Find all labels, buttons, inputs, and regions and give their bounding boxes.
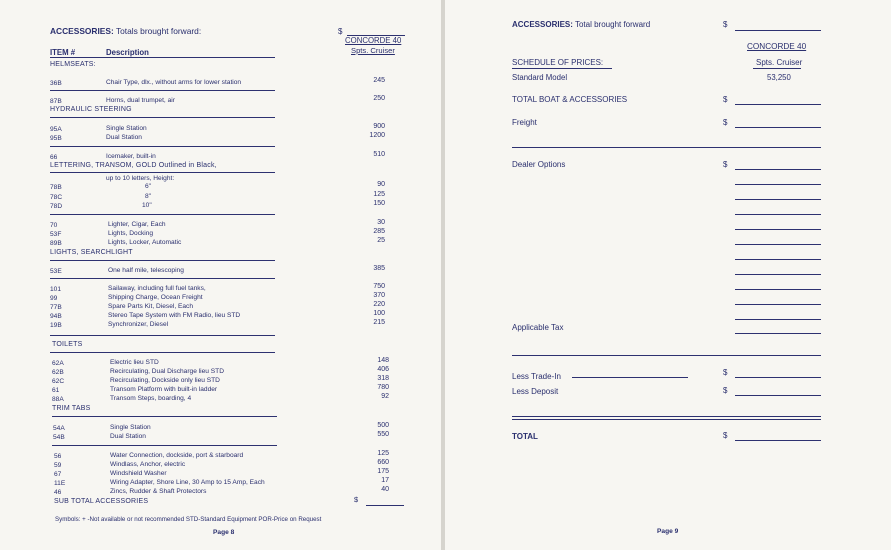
item-code: 46: [54, 489, 62, 496]
section-toilets: TOILETS: [52, 341, 83, 348]
model-type: Spts. Cruiser: [351, 46, 395, 55]
item-description: Recirculating, Dual Discharge lieu STD: [110, 368, 224, 375]
item-price: 660: [377, 459, 389, 466]
item-code: 87B: [50, 98, 62, 105]
item-description: Windshield Washer: [110, 470, 167, 477]
item-code: 59: [54, 462, 62, 469]
item-code: 95B: [50, 135, 62, 142]
dealer-option-line: [735, 244, 821, 245]
dealer-option-line: [735, 274, 821, 275]
item-code: 78D: [50, 203, 63, 210]
item-price: 220: [373, 301, 385, 308]
page-number-left: Page 8: [213, 529, 235, 536]
item-description: Transom Steps, boarding, 4: [110, 395, 192, 402]
item-price: 370: [373, 292, 385, 299]
page-number-right: Page 9: [657, 528, 679, 535]
item-price: 215: [373, 319, 385, 326]
left-page: [0, 0, 441, 550]
item-description: Horns, dual trumpet, air: [106, 97, 175, 104]
model-type-right: Spts. Cruiser: [756, 58, 803, 67]
lettering-subheading: up to 10 letters, Height:: [106, 175, 175, 182]
item-code: 54B: [53, 434, 65, 441]
trade-in-dollar-sign: $: [723, 368, 728, 377]
item-price: 245: [373, 77, 385, 84]
total-double-rule-bottom: [512, 419, 821, 420]
item-price: 318: [377, 375, 389, 382]
item-price: 510: [373, 151, 385, 158]
item-price: 750: [373, 283, 385, 290]
forward-amount-line-right: [735, 30, 821, 31]
dealer-options-label: Dealer Options: [512, 160, 566, 169]
section-lights-searchlight: LIGHTS, SEARCHLIGHT: [50, 249, 133, 256]
section-divider: [512, 147, 821, 148]
total-label: TOTAL: [512, 432, 538, 441]
dealer-option-line: [735, 289, 821, 290]
item-code: 53F: [50, 231, 62, 238]
item-description: Zincs, Rudder & Shaft Protectors: [110, 488, 207, 495]
deposit-dollar-sign: $: [723, 386, 728, 395]
item-price: 92: [381, 393, 389, 400]
item-code: 101: [50, 286, 62, 293]
freight-label: Freight: [512, 118, 537, 127]
item-code: 11E: [54, 480, 66, 487]
section-trim-tabs: TRIM TABS: [52, 405, 91, 412]
tax-amount-line: [735, 333, 821, 334]
model-name: CONCORDE 40: [345, 36, 402, 45]
item-code: 54A: [53, 425, 65, 432]
header-underline: [50, 57, 275, 58]
column-item-header: ITEM #: [50, 48, 76, 57]
total-boat-dollar-sign: $: [723, 95, 728, 104]
schedule-of-prices-label: SCHEDULE OF PRICES:: [512, 58, 604, 67]
standard-model-label: Standard Model: [512, 73, 568, 82]
item-price: 175: [377, 468, 389, 475]
item-description: Dual Station: [106, 134, 142, 141]
totals-brought-forward-label: Totals brought forward:: [115, 26, 202, 36]
total-double-rule-top: [512, 416, 821, 417]
item-description: Lights, Locker, Automatic: [108, 239, 182, 246]
item-price: 900: [373, 123, 385, 130]
section-hydraulic-steering: HYDRAULIC STEERING: [50, 106, 132, 113]
item-description: Stereo Tape System with FM Radio, lieu STD: [108, 312, 241, 319]
item-price: 125: [377, 450, 389, 457]
item-description: Windlass, Anchor, electric: [110, 461, 186, 468]
item-description: Sailaway, including full fuel tanks,: [108, 285, 206, 292]
subtotal-dollar-sign: $: [354, 495, 359, 504]
dealer-option-line: [735, 199, 821, 200]
item-price: 385: [373, 265, 385, 272]
freight-amount-line: [735, 127, 821, 128]
item-description: Shipping Charge, Ocean Freight: [108, 294, 203, 301]
item-price: 780: [377, 384, 389, 391]
item-code: 61: [52, 387, 60, 394]
row-divider: [50, 335, 275, 336]
dealer-option-line: [735, 169, 821, 170]
item-code: 66: [50, 154, 58, 161]
item-code: 95A: [50, 126, 62, 133]
item-description: Transom Platform with built-in ladder: [110, 386, 218, 393]
item-price: 500: [377, 422, 389, 429]
forward-dollar-sign-right: $: [723, 20, 728, 29]
row-divider: [52, 416, 277, 417]
item-code: 77B: [50, 304, 62, 311]
row-divider: [50, 117, 275, 118]
total-amount-line: [735, 440, 821, 441]
less-trade-in-label: Less Trade-In: [512, 372, 561, 381]
item-code: 70: [50, 222, 58, 229]
less-deposit-label: Less Deposit: [512, 387, 559, 396]
accessories-label: ACCESSORIES:: [50, 26, 114, 36]
item-price: 40: [381, 486, 389, 493]
item-description: Dual Station: [110, 433, 146, 440]
item-description: Electric lieu STD: [110, 359, 159, 366]
item-code: 56: [54, 453, 62, 460]
dealer-option-line: [735, 214, 821, 215]
item-description: Spare Parts Kit, Diesel, Each: [108, 303, 194, 310]
item-price: 30: [377, 219, 385, 226]
item-code: 62B: [52, 369, 64, 376]
deposit-amount-line: [735, 395, 821, 396]
item-description: Single Station: [110, 424, 151, 431]
item-description: Synchronizer, Diesel: [108, 321, 169, 328]
row-divider: [50, 90, 275, 91]
section-helmseats: HELMSEATS:: [50, 61, 96, 68]
symbols-legend: Symbols: + -Not available or not recommended STD-Standard Equipment POR-Price on Request: [55, 516, 322, 523]
item-code: 67: [54, 471, 62, 478]
dealer-option-line: [735, 304, 821, 305]
dealer-option-line: [735, 319, 821, 320]
dealer-option-line: [735, 229, 821, 230]
item-description: Icemaker, built-in: [106, 153, 156, 160]
accessories-label-right: ACCESSORIES:: [512, 20, 573, 29]
dealer-option-line: [735, 184, 821, 185]
item-description: One half mile, telescoping: [108, 267, 184, 274]
row-divider: [52, 445, 277, 446]
item-description: 10": [142, 202, 152, 209]
total-dollar-sign: $: [723, 431, 728, 440]
model-type-underline: [753, 68, 801, 69]
item-description: Lights, Docking: [108, 230, 154, 237]
item-description: Lighter, Cigar, Each: [108, 221, 166, 228]
schedule-underline: [512, 68, 612, 69]
right-page: [445, 0, 891, 550]
trade-in-description-line: [572, 377, 688, 378]
item-price: 148: [377, 357, 389, 364]
total-brought-forward-label: Total brought forward: [574, 20, 651, 29]
item-code: 94B: [50, 313, 62, 320]
item-price: 100: [373, 310, 385, 317]
standard-model-price: 53,250: [767, 73, 791, 82]
item-description: Water Connection, dockside, port & starboard: [110, 452, 244, 459]
row-divider: [50, 172, 275, 173]
item-code: 78C: [50, 194, 63, 201]
section-lettering: LETTERING, TRANSOM, GOLD Outlined in Black,: [50, 162, 217, 169]
forward-dollar-sign: $: [338, 27, 343, 36]
model-name-right: CONCORDE 40: [747, 42, 807, 51]
item-code: 88A: [52, 396, 64, 403]
item-description: 8": [145, 193, 152, 200]
item-description: 6": [145, 183, 152, 190]
row-divider: [50, 146, 275, 147]
item-description: Chair Type, dlx., without arms for lower station: [106, 79, 242, 86]
row-divider: [50, 214, 275, 215]
dealer-options-dollar-sign: $: [723, 160, 728, 169]
subtotal-label: SUB TOTAL ACCESSORIES: [54, 498, 149, 505]
item-code: 62C: [52, 378, 65, 385]
item-price: 150: [373, 200, 385, 207]
total-boat-amount-line: [735, 104, 821, 105]
item-description: Recirculating, Dockside only lieu STD: [110, 377, 220, 384]
item-code: 78B: [50, 184, 62, 191]
item-price: 125: [373, 191, 385, 198]
item-price: 25: [377, 237, 385, 244]
total-boat-accessories-label: TOTAL BOAT & ACCESSORIES: [512, 95, 628, 104]
item-price: 285: [373, 228, 385, 235]
item-code: 62A: [52, 360, 64, 367]
item-code: 89B: [50, 240, 62, 247]
row-divider: [50, 352, 275, 353]
item-code: 53E: [50, 268, 62, 275]
section-divider: [512, 355, 821, 356]
accessories-heading: [50, 26, 201, 36]
item-code: 99: [50, 295, 58, 302]
item-price: 406: [377, 366, 389, 373]
item-description: Single Station: [106, 125, 147, 132]
item-description: Wiring Adapter, Shore Line, 30 Amp to 15 Amp, Each: [110, 479, 265, 486]
item-code: 36B: [50, 80, 62, 87]
applicable-tax-label: Applicable Tax: [512, 323, 564, 332]
item-code: 19B: [50, 322, 62, 329]
accessories-heading-right: [512, 20, 650, 29]
row-divider: [50, 278, 275, 279]
item-price: 17: [381, 477, 389, 484]
item-price: 250: [373, 95, 385, 102]
column-description-header: Description: [106, 48, 149, 57]
trade-in-amount-line: [735, 377, 821, 378]
item-price: 1200: [369, 132, 385, 139]
dealer-option-line: [735, 259, 821, 260]
subtotal-amount-line: [366, 505, 404, 506]
freight-dollar-sign: $: [723, 118, 728, 127]
item-price: 90: [377, 181, 385, 188]
row-divider: [50, 260, 275, 261]
item-price: 550: [377, 431, 389, 438]
